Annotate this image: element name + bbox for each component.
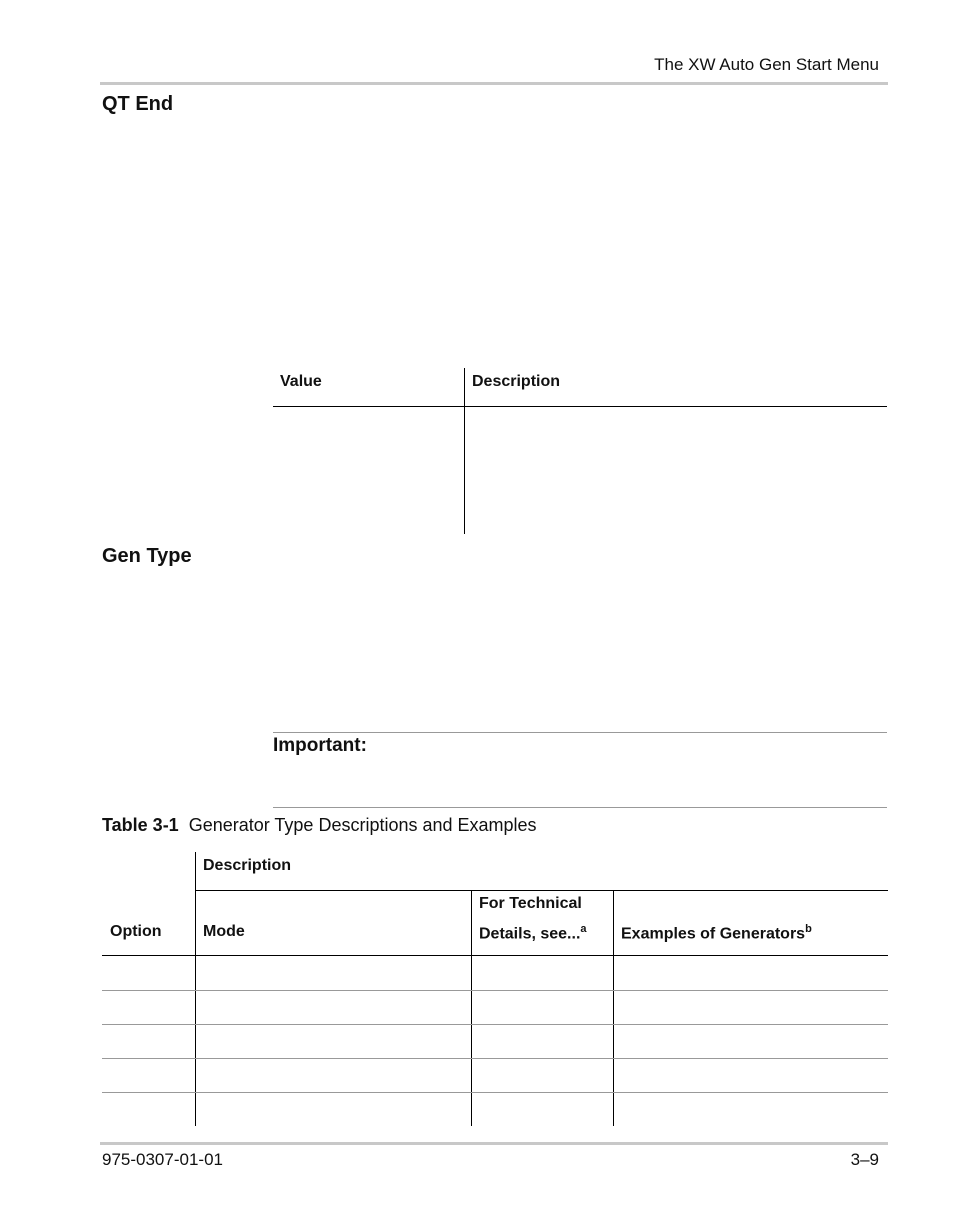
header-bottom-rule xyxy=(102,955,888,956)
header-rule xyxy=(100,82,888,85)
important-label: Important: xyxy=(273,735,367,756)
value-column-header: Value xyxy=(280,373,322,390)
description-column-header: Description xyxy=(472,373,561,390)
important-bottom-rule xyxy=(273,807,887,808)
running-header-title: The XW Auto Gen Start Menu xyxy=(654,55,879,74)
value-table-header-rule xyxy=(273,406,887,407)
generator-type-table xyxy=(102,852,888,1126)
group-header-rule xyxy=(195,890,888,891)
value-table xyxy=(273,368,887,534)
gen-table-divider-1 xyxy=(195,852,196,1126)
mode-column-header: Mode xyxy=(203,923,245,940)
important-top-rule xyxy=(273,732,887,733)
footnote-b-marker: b xyxy=(805,923,812,935)
page-number: 3–9 xyxy=(850,1150,879,1169)
tech-details-text: Details, see... xyxy=(479,925,581,943)
footnote-a-marker: a xyxy=(580,923,587,935)
table-caption-number: Table 3-1 xyxy=(102,815,179,835)
document-number: 975-0307-01-01 xyxy=(102,1150,223,1169)
tech-details-header-line1: For Technical xyxy=(479,895,582,912)
qt-end-heading: QT End xyxy=(102,93,174,115)
value-table-column-divider xyxy=(464,368,465,534)
gen-table-divider-2 xyxy=(471,890,472,1126)
tech-details-header-line2 xyxy=(479,923,587,943)
table-caption-title: Generator Type Descriptions and Examples xyxy=(188,815,537,835)
table-row xyxy=(102,1092,888,1093)
description-group-header: Description xyxy=(203,857,292,874)
table-row xyxy=(102,1024,888,1025)
examples-text: Examples of Generators xyxy=(621,925,806,943)
table-caption xyxy=(102,815,537,836)
gen-table-divider-3 xyxy=(613,890,614,1126)
table-row xyxy=(102,990,888,991)
footer-rule xyxy=(100,1142,888,1145)
examples-column-header xyxy=(621,923,812,943)
option-column-header: Option xyxy=(110,923,162,940)
gen-type-heading: Gen Type xyxy=(102,545,192,567)
table-row xyxy=(102,1058,888,1059)
